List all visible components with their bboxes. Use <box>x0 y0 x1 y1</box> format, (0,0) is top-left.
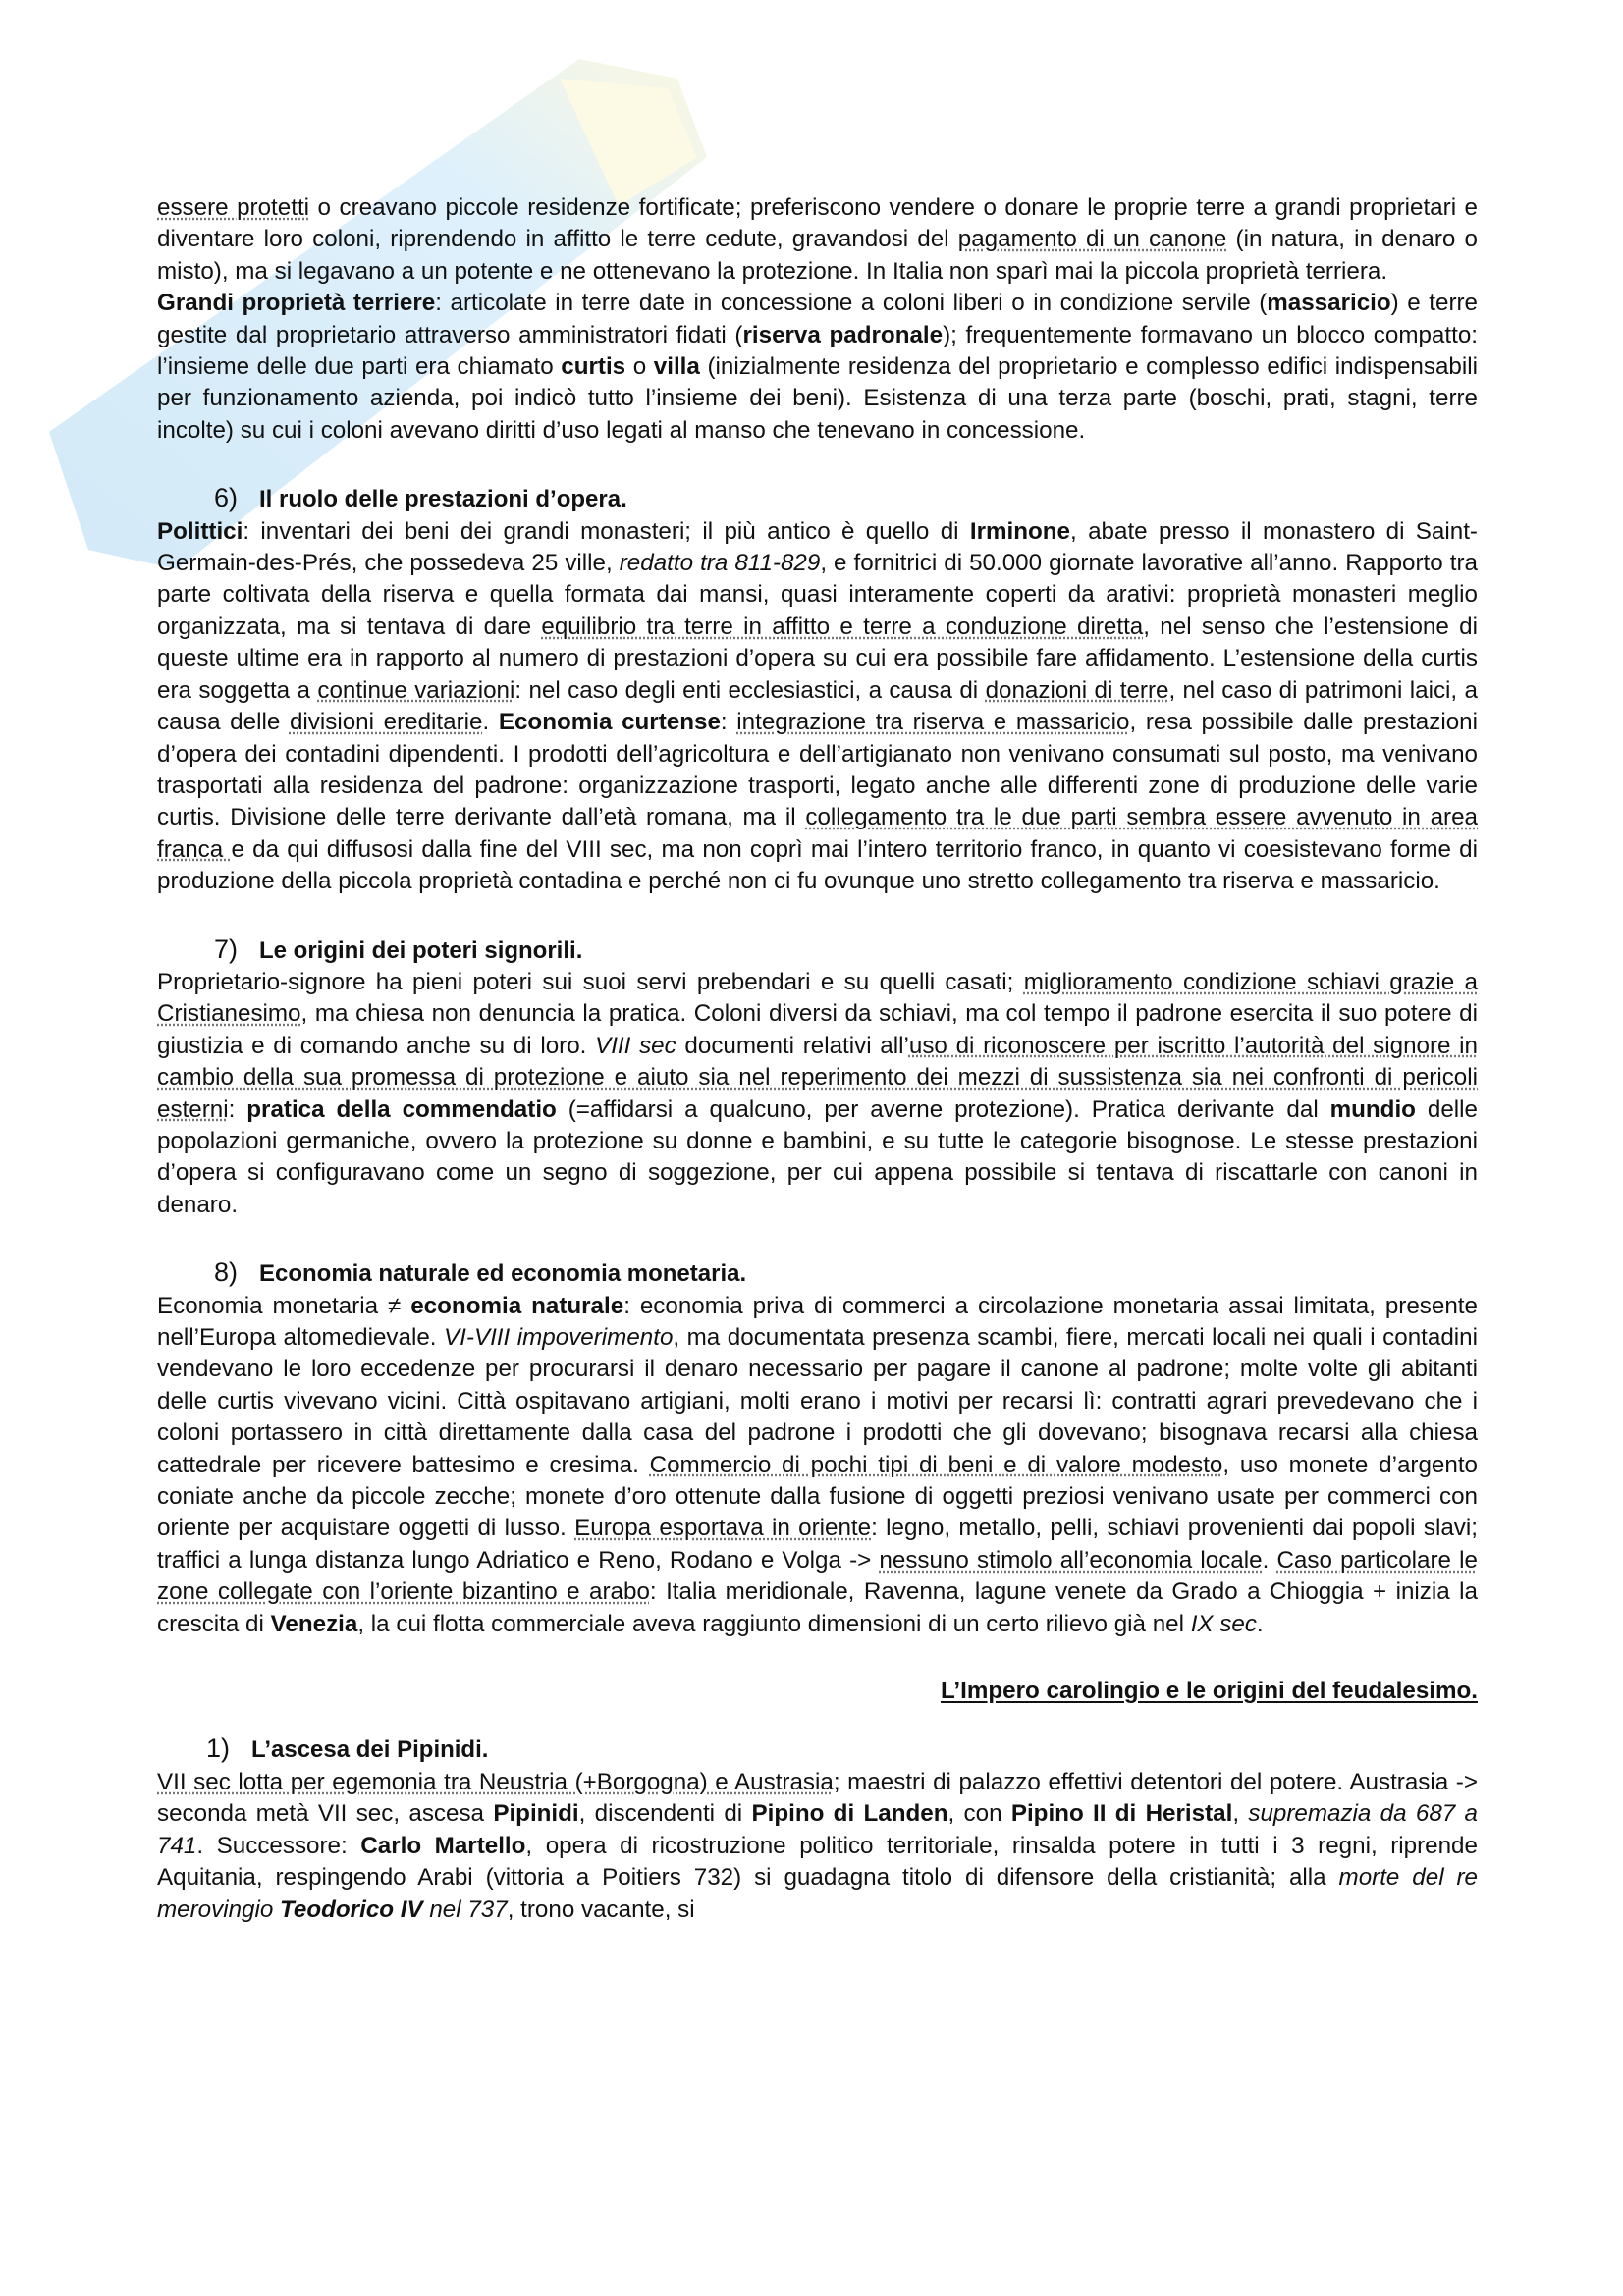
section-heading-1: 1) L’ascesa dei Pipinidi. <box>206 1734 489 1764</box>
document-body <box>157 192 1478 1926</box>
paragraph-section-8: Economia monetaria ≠ economia naturale: economia priva di commerci a circolazione monetaria assai limitata, presente nell’Europa altomedievale. VI-VIII impoverimento, ma documentata presenza scambi, fiere, mercati locali nei quali i contadini vendevano le loro eccedenze per procurarsi il denaro necessario per pagare il canone al padrone; molte volte gli abitanti delle curtis vivevano vicini. Città ospitavano artigiani, molti erano i motivi per recarsi lì: contratti agrari prevedevano che i coloni portassero in città direttamente dalla casa del padrone i prodotti che gli dovevano; bisognava recarsi alla chiesa cattedrale per ricevere battesimo e cresima. Commercio di pochi tipi di beni e di valore modesto, uso monete d’argento coniate anche da piccole zecche; monete d’oro ottenute dalla fusione di oggetti preziosi venivano usate per commerci con oriente per acquistare oggetti di lusso. Europa esportava in oriente: legno, metallo, pelli, schiavi provenienti dai popoli slavi; traffici a lunga distanza lungo Adriatico e Reno, Rodano e Volga -> nessuno stimolo all’economia locale. Caso particolare le zone collegate con l’oriente bizantino e arabo: Italia meridionale, Ravenna, lagune venete da Grado a Chioggia + inizia la crescita di Venezia, la cui flotta commerciale aveva raggiunto dimensioni di un certo rilievo già nel IX sec. <box>157 1292 1479 1637</box>
paragraph-large-estates: Grandi proprietà terriere: articolate in terre date in concessione a coloni liberi o in condizione servile (massaricio) e terre gestite dal proprietario attraverso amministratori fidati (riserva padronale); frequentemente formavano un blocco compatto: l’insieme delle due parti era chiamato curtis o villa (inizialmente residenza del proprietario e complesso edifici indispensabili per funzionamento azienda, poi indicò tutto l’insieme dei beni). Esistenza di una terza parte (boschi, prati, stagni, terre incolte) su cui i coloni avevano diritti d’uso legati al manso che tenevano in concessione. <box>157 290 1479 444</box>
paragraph-section-6: Polittici: inventari dei beni dei grandi monasteri; il più antico è quello di Irminone, abate presso il monastero di Saint-Germain-des-Prés, che possedeva 25 ville, redatto tra 811-829, e fornitrici di 50.000 giornate lavorative all’anno. Rapporto tra parte coltivata della riserva e quella formata dai mansi, quasi interamente coperti da arativi: proprietà monasteri meglio organizzata, ma si tentava di dare equilibrio tra terre in affitto e terre a conduzione diretta, nel senso che l’estensione di queste ultime era in rapporto al numero di prestazioni d’opera su cui era possibile fare affidamento. L’estensione della curtis era soggetta a continue variazioni: nel caso degli enti ecclesiastici, a causa di donazioni di terre, nel caso di patrimoni laici, a causa delle divisioni ereditarie. Economia curtense: integrazione tra riserva e massaricio, resa possibile dalle prestazioni d’opera dei contadini dipendenti. I prodotti dell’agricoltura e dell’artigianato non venivano consumati sul posto, ma venivano trasportati alla residenza del padrone: organizzazione trasporti, legato anche alle differenti zone di produzione delle varie curtis. Divisione delle terre derivante dall’età romana, ma il collegamento tra le due parti sembra essere avvenuto in area franca e da qui diffusosi dalla fine del VIII sec, ma non coprì mai l’intero territorio franco, in quanto vi coesistevano forme di produzione della piccola proprietà contadina e perché non ci fu ovunque uno stretto collegamento tra riserva e massaricio. <box>157 517 1478 895</box>
section-heading-6: 6) Il ruolo delle prestazioni d’opera. <box>214 483 627 513</box>
term: villa <box>653 353 700 381</box>
term: massaricio <box>1267 290 1391 317</box>
section-heading-7: 7) Le origini dei poteri signorili. <box>214 934 583 964</box>
underlined-text: pagamento di un canone <box>957 226 1227 253</box>
paragraph-section-7: Proprietario-signore ha pieni poteri sui suoi servi prebendari e su quelli casati; miglioramento condizione schiavi grazie a Cristianesimo, ma chiesa non denuncia la pratica. Coloni diversi da schiavi, ma col tempo il padrone esercita il suo potere di giustizia e di comando anche su di loro. VIII sec documenti relativi all’uso di riconoscere per iscritto l’autorità del signore in cambio della sua promessa di protezione e aiuto sia nel reperimento dei mezzi di sussistenza sia nei confronti di pericoli esterni: pratica della commendatio (=affidarsi a qualcuno, per averne protezione). Pratica derivante dal mundio delle popolazioni germaniche, ovvero la protezione su donne e bambini, e su tutte le categorie bisognose. Le stesse prestazioni d’opera si configuravano come un segno di soggezione, per cui appena possibile si tentava di riscattarle con canoni in denaro. <box>157 968 1478 1218</box>
term: riserva padronale <box>742 321 944 348</box>
term: curtis <box>561 353 626 381</box>
section-heading-8: 8) Economia naturale ed economia monetaria. <box>214 1257 747 1288</box>
paragraph-small-owners: essere protetti o creavano piccole residenze fortificate; preferiscono vendere o donare le proprie terre a grandi proprietari e diventare loro coloni, riprendendo in affitto le terre cedute, gravandosi del pagamento di un canone (in natura, in denaro o misto), ma si legavano a un potente e ne ottenevano la protezione. In Italia non sparì mai la piccola proprietà terriera. <box>157 194 1479 285</box>
chapter-title: L’Impero carolingio e le origini del feudalesimo. <box>940 1678 1478 1705</box>
underlined-text: essere protetti <box>157 194 310 221</box>
term: Grandi proprietà terriere <box>157 290 436 317</box>
paragraph-pipinidi: VII sec lotta per egemonia tra Neustria (+Borgogna) e Austrasia; maestri di palazzo effettivi detentori del potere. Austrasia -> seconda metà VII sec, ascesa Pipinidi, discendenti di Pipino di Landen, con Pipino II di Heristal, supremazia da 687 a 741. Successore: Carlo Martello, opera di ricostruzione politico territoriale, rinsalda potere in tutti i 3 regni, riprende Aquitania, respingendo Arabi (vittoria a Poitiers 732) si guadagna titolo di difensore della cristianità; alla morte del re merovingio Teodorico IV nel 737, trono vacante, si <box>157 1768 1478 1923</box>
